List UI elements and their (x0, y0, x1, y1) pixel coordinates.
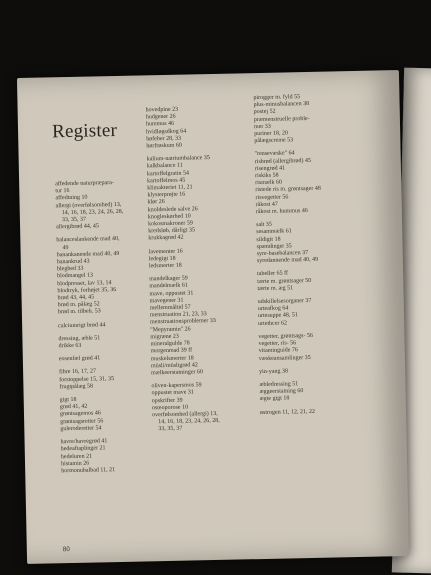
index-entry: urteafkog 64 (257, 305, 289, 313)
index-entry: æbledressing 51 (259, 381, 299, 388)
index-entry: knogleskørhed 10 (147, 213, 191, 221)
index-entry: ægte gigt 18 (259, 395, 290, 403)
index-entry: banankanende mad 40, 49 (56, 250, 120, 259)
index-entry: brød m. tilbeh. 53 (57, 308, 101, 316)
index-entry: guleroderetter 54 (60, 425, 102, 433)
index-entry: banankrud 43 (56, 258, 90, 266)
index-entry: mineralgulde 78 (150, 340, 190, 348)
index-entry: tærte m. grøntsager 50 (257, 277, 312, 285)
index-entry: vegetter, ris- 56 (258, 340, 297, 348)
index-entry: hormonubalbad 11, 21 (61, 466, 116, 475)
index-entry: menstruation 21, 23, 33 (149, 311, 207, 319)
index-entry: mandelmælk 61 (149, 282, 188, 290)
index-entry: mer 33 (253, 123, 271, 130)
index-column-1 (55, 180, 143, 482)
index-group (149, 274, 251, 377)
index-entry: blodmangel 13 (57, 272, 94, 280)
index-entry: mellemmåltid 57 (149, 304, 191, 312)
index-entry: vitaminguide 76 (258, 347, 298, 355)
index-entry: "Mepyramin" 26 (150, 326, 191, 334)
index-entry: råkost m. hummus 46 (255, 208, 308, 216)
index-group (147, 154, 249, 243)
index-entry: havre/havregrød 41 (60, 438, 108, 446)
index-entry: hudgener 26 (145, 113, 176, 121)
index-entry: mandelkager 59 (149, 275, 188, 283)
index-group (59, 355, 141, 364)
index-entry: udskillelsesorganer 37 (257, 298, 312, 306)
index-entry: postej 52 (253, 109, 276, 116)
index-entry: risvegetter 56 (255, 194, 289, 201)
index-entry: hummus 46 (145, 121, 175, 128)
index-group (55, 180, 138, 232)
index-entry: præmenstruelle proble- (253, 115, 310, 123)
index-entry: tabeller 65 ff (257, 270, 289, 278)
index-entry: urtesuppe 48, 51 (257, 312, 298, 320)
index-entry: brød m. pålæg 52 (57, 301, 100, 309)
index-entry: yin-yang 38 (259, 368, 289, 375)
index-group (61, 438, 144, 476)
index-entry: overfølsomhed (allergi) 13, (151, 410, 218, 419)
index-entry: risengrød 41 (254, 165, 286, 172)
index-entry: grød 41, 42 (59, 403, 88, 411)
index-entry: klimakteriet 11, 21 (147, 184, 193, 192)
index-entry: osteoporose 10 (151, 404, 189, 412)
index-entry: lavementer 16 (148, 248, 183, 255)
index-group (56, 236, 140, 317)
index-entry: oliven-kapersmos 59 (151, 382, 202, 390)
index-entry: morgenmad 39 ff (150, 347, 193, 355)
index-entry: mave, oppustet 31 (149, 290, 194, 297)
index-entry: histamin 26 (60, 460, 90, 467)
index-group (58, 321, 140, 330)
index-entry: opskrifter 39 (151, 397, 183, 404)
index-entry: forstoppelse 15, 31, 35 (59, 375, 115, 383)
index-entry: sildigit 18 (256, 236, 281, 243)
index-entry: menstruationsproblemer 33 (150, 318, 216, 326)
index-group (59, 368, 141, 391)
index-entry: hedeaftaplinger 21 (60, 445, 106, 453)
index-entry: høfeber 28, 33 (146, 135, 182, 143)
index-entry: muskelsmerter 18 (150, 354, 194, 362)
index-entry: spændinger 35 (256, 243, 292, 250)
index-entry: kartoffelgratin 54 (146, 170, 190, 177)
index-entry: riskiks 58 (254, 172, 279, 180)
index-entry: knoldeslede salve 26 (147, 205, 198, 213)
index-entry: grøntsagsretter 56 (60, 418, 104, 425)
index-entry: balanceslankende mad 40, (56, 236, 120, 244)
index-entry: müsli/müsligrød 42 (150, 362, 198, 370)
index-group (258, 332, 369, 363)
index-group (256, 220, 367, 266)
index-group (253, 93, 364, 146)
index-column-3 (253, 93, 370, 423)
index-entry: blodtryk, forhøjet 35, 36 (57, 286, 117, 295)
page-title: Register (51, 119, 118, 143)
index-entry: 33, 35, 37 (158, 425, 183, 433)
index-entry: blegbed 33 (56, 265, 84, 273)
index-group (146, 105, 247, 150)
index-entry: kalium-natriumbalance 35 (146, 155, 210, 163)
index-entry: kredsløb, dårligt 35 (148, 227, 196, 235)
index-entry: væskeansamlinger 35 (258, 354, 311, 362)
index-entry: gigt 18 (59, 396, 77, 404)
index-entry: klysterprøjte 16 (147, 191, 186, 199)
index-entry: oppustet mave 31 (151, 389, 194, 397)
index-entry: grøntsagemos 46 (59, 410, 101, 418)
index-entry: ledsmerter 18 (148, 262, 182, 270)
index-group (259, 366, 369, 376)
index-entry: risbrød (allergibrød) 45 (254, 157, 312, 165)
index-entry: salt 35 (256, 221, 272, 229)
index-entry: brød 43, 44, 45 (57, 294, 95, 302)
index-entry: krukkagrød 42 (148, 235, 184, 242)
index-entry: mavegener 31 (149, 297, 184, 305)
index-entry: hørfrøskum 60 (146, 142, 182, 150)
index-entry: fibre 16, 17, 27 (59, 368, 97, 376)
index-entry: tur 16 (55, 188, 70, 195)
index-entry: kartoffelmos 45 (147, 177, 186, 185)
index-entry: puriner 18, 20 (254, 130, 289, 138)
index-entry: 33, 35, 37 (61, 216, 86, 224)
index-entry: pirogger m. fyld 55 (253, 94, 301, 102)
index-entry: allergibrød 44, 45 (56, 223, 99, 231)
index-group (149, 247, 249, 271)
index-entry: migræne 23 (150, 333, 179, 341)
index-entry: østrogen 11, 12, 21, 22 (259, 408, 316, 416)
index-entry: "rensevæske" 64 (254, 150, 295, 158)
index-entry: ledegigt 18 (148, 255, 176, 263)
index-entry: kalkbalance 11 (146, 163, 183, 170)
index-entry: råkost 47 (255, 201, 278, 208)
index-entry: syre-basebalancen 37 (256, 250, 309, 258)
index-entry: 14, 16, 18, 23, 24, 26, 28, (158, 418, 220, 426)
index-column-2 (146, 105, 253, 440)
index-entry: 14, 16, 18, 23, 24, 26, 28, (61, 208, 124, 216)
index-entry: mælkeerstatninger 60 (151, 369, 204, 377)
index-group (259, 380, 369, 404)
page-number: 80 (62, 545, 70, 554)
index-entry: frugtpålæg 58 (59, 383, 93, 391)
index-entry: pålægscreme 53 (254, 137, 294, 145)
index-entry: affedende naturpræpara- (55, 180, 114, 188)
index-group (255, 149, 366, 216)
index-entry: tærte m. æg 51 (257, 285, 294, 292)
index-entry: vegetter, grøntsags- 56 (258, 332, 314, 340)
index-group (258, 297, 369, 328)
index-entry: blodpresset, lav 13, 14 (57, 279, 112, 287)
index-entry: kokosmakroner 59 (147, 220, 193, 228)
index-entry: drikke 63 (58, 342, 82, 350)
index-entry: 49 (62, 244, 69, 251)
index-group (58, 334, 140, 350)
index-entry: affedtning 10 (55, 195, 88, 202)
index-entry: æggeerstatning 60 (259, 388, 304, 396)
index-entry: hedeluren 21 (60, 453, 93, 460)
index-entry: calciumrigt brød 44 (58, 321, 106, 329)
index-entry: hovedpine 23 (145, 106, 179, 114)
index-entry: allergi (overfølsomhed) 13, (55, 201, 122, 209)
index-group (151, 381, 252, 434)
index-group (257, 269, 367, 293)
index-entry: urtethcer 62 (258, 320, 288, 327)
index-group (260, 407, 370, 417)
index-entry: hvidløgsdkog 64 (146, 128, 187, 135)
index-entry: rismælk 60 (255, 179, 283, 187)
index-entry: klør 26 (147, 199, 165, 206)
index-entry: eosenfæl grød 41 (58, 355, 101, 363)
index-entry: sesammælk 61 (256, 228, 292, 236)
book-page (17, 70, 409, 564)
index-entry: syredannende mad 40, 49 (256, 257, 319, 265)
index-group (60, 396, 143, 434)
index-entry: plus-minusbalancen 38 (253, 101, 310, 109)
index-entry: dressing, æble 51 (58, 335, 101, 343)
index-entry: ristede ris m. grøntsager 48 (255, 186, 321, 194)
